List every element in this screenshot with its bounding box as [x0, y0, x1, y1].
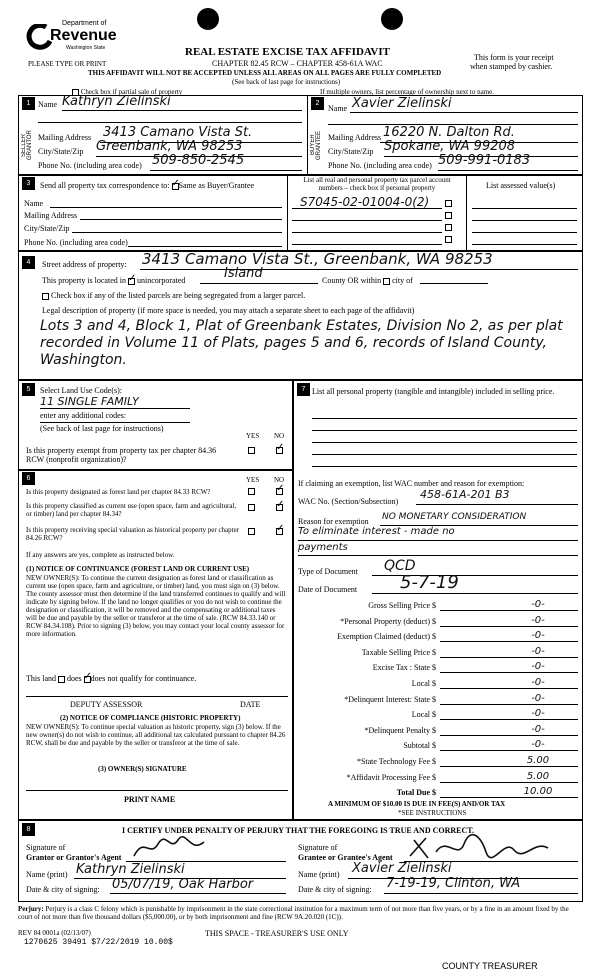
parcel-personal-checkbox-3[interactable] [445, 224, 452, 231]
county-treasurer: COUNTY TREASURER [442, 961, 538, 971]
located-line: This property is located in ✓ unincorporated [42, 276, 185, 285]
buyer-city[interactable]: Spokane, WA 99208 [384, 139, 516, 154]
q-forest: Is this property designated as forest land per chapter 84.33 RCW? [26, 488, 211, 496]
fee-value[interactable]: -0- [531, 599, 545, 610]
buyer-mailing[interactable]: 16220 N. Dalton Rd. [383, 125, 515, 140]
punch-hole-right [381, 8, 403, 30]
seller-phone[interactable]: 509-850-2545 [152, 153, 245, 168]
assessor-date: DATE [240, 700, 261, 709]
deputy-assessor: DEPUTY ASSESSOR [70, 700, 143, 709]
grantee-sig-label2: Grantee or Grantee's Agent [298, 853, 393, 862]
doc-type-label: Type of Document [298, 567, 358, 576]
section-3-num: 3 [22, 177, 35, 190]
seller-name-label: Name [38, 100, 58, 109]
reason-line2[interactable]: To eliminate interest - made no [298, 526, 455, 537]
please-type: PLEASE TYPE OR PRINT [28, 60, 107, 68]
reason-value[interactable]: NO MONETARY CONSIDERATION [382, 512, 527, 522]
parcel-header: List all real and personal property tax parcel account numbers – check box if personal property [303, 176, 451, 192]
grantor-sig-label2: Grantor or Grantor's Agent [26, 853, 122, 862]
does-checkbox[interactable] [58, 676, 65, 683]
fee-label: *Delinquent Interest: State $ [344, 694, 436, 704]
wac-label: WAC No. (Section/Subsection) [298, 497, 399, 506]
current-use-yes-checkbox[interactable] [248, 504, 255, 511]
forest-yes-checkbox[interactable] [248, 488, 255, 495]
segregated-checkbox[interactable] [42, 293, 49, 300]
treasurer-space: THIS SPACE - TREASURER'S USE ONLY [205, 929, 349, 938]
receipt-line2: when stamped by cashier. [470, 62, 553, 71]
revenue-logo [26, 20, 116, 60]
unincorporated-checkbox[interactable] [128, 278, 135, 285]
grantor-signature[interactable] [130, 832, 210, 862]
fee-label: *Delinquent Penalty $ [364, 725, 436, 735]
grantor-print[interactable]: Kathryn Zielinski [76, 862, 185, 877]
buyer-mailing-label: Mailing Address [328, 133, 382, 142]
legal-label: Legal description of property (if more space is needed, you may attach a separate sheet to each page of the affidavit) [42, 306, 415, 315]
fee-line [440, 610, 578, 611]
forest-no-checkbox[interactable] [276, 488, 283, 495]
seller-phone-label: Phone No. (including area code) [38, 161, 142, 170]
current-use-no-checkbox[interactable] [276, 504, 283, 511]
section-4-num: 4 [22, 256, 35, 269]
grantee-print-label: Name (print) [298, 870, 340, 879]
fee-label: *Personal Property (deduct) $ [340, 616, 436, 626]
fee-value[interactable]: -0- [531, 614, 545, 626]
s6-no: NO [274, 476, 285, 484]
grantee-date-label: Date & city of signing: [298, 885, 372, 894]
owner-signature-label: (3) OWNER(S) SIGNATURE [98, 765, 187, 773]
fee-value[interactable]: 5.00 [526, 770, 550, 782]
dept-line1: Department of [62, 20, 107, 27]
parcel-personal-checkbox-1[interactable] [445, 200, 452, 207]
section-5-num: 5 [22, 383, 35, 396]
fee-line [440, 797, 578, 798]
parcel-personal-checkbox-4[interactable] [445, 236, 452, 243]
fee-line [440, 719, 578, 720]
buyer-phone[interactable]: 509-991-0183 [438, 153, 531, 168]
fee-value[interactable]: -0- [531, 645, 545, 657]
s5-no: NO [274, 432, 285, 440]
same-as-buyer-checkbox[interactable] [172, 183, 179, 190]
grantee-sig-label1: Signature of [298, 843, 338, 852]
notice1-body: NEW OWNER(S): To continue the current designation as forest land or classification as current use (open space, farm and agriculture, or timber) land, you must sign on (3) below. The county assessor must then determine if the land transferred continues to qualify and will indicate by signing below. If the land no longer qualifies or you do not wish to continue the designation or classification, it will be removed and the compensating or additional taxes will be due and payable by the seller or transferor at the time of sale. (RCW 84.33.140 or RCW 84.34.108). Prior to signing (3) below, you may contact your local county assessor for more information. [26, 574, 286, 638]
q-current-use: Is this property classified as current use (open space, farm and agricultural, or timber) land per chapter 84.34? [26, 502, 237, 518]
grantee-signature[interactable] [406, 830, 556, 864]
seller-label: SELLER GRANTOR [21, 130, 33, 160]
form-chapter: CHAPTER 82.45 RCW – CHAPTER 458-61A WAC [212, 59, 383, 68]
fee-line [440, 735, 578, 736]
see-back: (See back of last page for instructions) [232, 78, 341, 86]
wa-dor-emblem-icon [26, 24, 52, 50]
print-name-label: PRINT NAME [124, 795, 176, 804]
fee-line [440, 626, 578, 627]
fee-value[interactable]: -0- [531, 677, 545, 688]
street-address[interactable]: 3413 Camano Vista St., Greenbank, WA 98253 [142, 250, 493, 268]
seller-mailing-label: Mailing Address [38, 133, 92, 142]
reason-label: Reason for exemption [298, 517, 369, 526]
section-8-num: 8 [22, 823, 35, 836]
form-warning: THIS AFFIDAVIT WILL NOT BE ACCEPTED UNLESS ALL AREAS ON ALL PAGES ARE FULLY COMPLETED [88, 69, 442, 77]
fee-label: Total Due $ [396, 788, 436, 798]
fee-line [440, 750, 578, 751]
certify-statement: I CERTIFY UNDER PENALTY OF PERJURY THAT THE FOREGOING IS TRUE AND CORRECT. [122, 826, 475, 835]
does-not-checkbox[interactable] [84, 676, 91, 683]
county-name[interactable]: Island [224, 266, 263, 281]
fee-label: Exemption Claimed (deduct) $ [337, 632, 436, 642]
see-instructions: *SEE INSTRUCTIONS [398, 809, 467, 817]
this-land-line: This land does ✓ does not qualify for continuance. [26, 674, 196, 683]
grantor-date-label: Date & city of signing: [26, 885, 100, 894]
fee-label: Excise Tax : State $ [372, 663, 436, 673]
s3-phone-label: Phone No. (including area code) [24, 238, 128, 247]
exempt-yes-checkbox[interactable] [248, 447, 255, 454]
partial-sale[interactable]: Check box if partial sale of property [72, 88, 182, 96]
fee-line [440, 782, 578, 783]
land-use-value[interactable]: 11 SINGLE FAMILY [40, 395, 139, 408]
reason-line3[interactable]: payments [298, 542, 348, 553]
s6-yes: YES [246, 476, 260, 484]
if-yes: If any answers are yes, complete as instructed below. [26, 551, 175, 559]
fee-label: Local $ [411, 679, 436, 688]
minimum-due: A MINIMUM OF $10.00 IS DUE IN FEE(S) AND/OR TAX [328, 800, 506, 808]
fee-label: Subtotal $ [403, 741, 436, 751]
grantor-sig-label1: Signature of [26, 843, 66, 852]
notice2-title: (2) NOTICE OF COMPLIANCE (HISTORIC PROPERTY) [60, 714, 241, 722]
legal-description[interactable]: Lots 3 and 4, Block 1, Plat of Greenbank Estates, Division No 2, as per plat recorded in Volume 11 of Plats, pages 5 and 6, records of Island County, Washington. [40, 318, 563, 368]
form-title: REAL ESTATE EXCISE TAX AFFIDAVIT [185, 46, 390, 58]
q-historic: Is this property receiving special valuation as historical property per chapter 84.26 RCW? [26, 526, 240, 542]
seller-name[interactable]: Kathryn Zielinski [62, 94, 171, 109]
punch-hole-left [197, 8, 219, 30]
buyer-name[interactable]: Xavier Zielinski [352, 96, 452, 111]
fee-label: Local $ [411, 710, 436, 720]
cashier-stamp: 1270625 39491 $7/22/2019 10.00$ [24, 938, 173, 947]
receipt-line1: This form is your receipt [474, 53, 554, 62]
fee-label: Taxable Selling Price $ [361, 647, 436, 657]
fee-value[interactable]: 10.00 [523, 786, 553, 798]
fee-line [440, 704, 578, 705]
notice1-title: (1) NOTICE OF CONTINUANCE (FOREST LAND OR CURRENT USE) [26, 565, 250, 573]
fee-line [440, 672, 578, 673]
fee-value[interactable]: -0- [531, 723, 545, 735]
fee-line [440, 657, 578, 658]
personal-property-label: List all personal property (tangible and intangible) included in selling price. [312, 387, 555, 396]
dept-line3: Washington State [66, 45, 106, 51]
fee-value[interactable]: -0- [531, 692, 545, 704]
additional-codes: enter any additional codes: [40, 411, 126, 420]
doc-date-label: Date of Document [298, 585, 358, 594]
s5-yes: YES [246, 432, 260, 440]
s3-name-label: Name [24, 199, 44, 208]
city-checkbox[interactable] [383, 278, 390, 285]
street-label: Street address of property: [42, 260, 127, 269]
historic-no-checkbox[interactable] [276, 528, 283, 535]
county-or-within: County OR within city of [322, 276, 413, 285]
fee-line [440, 688, 578, 689]
grantor-date[interactable]: 05/07/19, Oak Harbor [112, 877, 254, 892]
segregated-line: Check box if any of the listed parcels are being segregated from a larger parcel. [42, 291, 305, 300]
s5-see-back: (See back of last page for instructions) [40, 424, 164, 433]
multiple-owners-note: If multiple owners, list percentage of ownership next to name. [320, 88, 494, 96]
fee-value[interactable]: -0- [531, 739, 545, 751]
exempt-question: Is this property exempt from property tax per chapter 84.36 RCW (nonprofit organization)? [26, 446, 217, 464]
fee-value[interactable]: 5.00 [526, 755, 550, 766]
grantee-date[interactable]: 7-19-19, Clinton, WA [386, 876, 521, 891]
fee-label: Gross Selling Price $ [368, 601, 436, 610]
section-1-num: 1 [22, 97, 35, 110]
fee-line [440, 766, 578, 767]
section-6-num: 6 [22, 472, 35, 485]
fee-value[interactable]: -0- [531, 661, 545, 673]
fee-value[interactable]: -0- [531, 630, 545, 642]
buyer-label: BUYER GRANTEE [310, 130, 322, 160]
seller-mailing[interactable]: 3413 Camano Vista St. [103, 125, 253, 140]
send-correspondence: Send all property tax correspondence to: ✓ Same as Buyer/Grantee [40, 181, 254, 190]
section-2-num: 2 [311, 97, 324, 110]
s3-mailing-label: Mailing Address [24, 211, 78, 220]
buyer-phone-label: Phone No. (including area code) [328, 161, 432, 170]
s3-city-label: City/State/Zip [24, 224, 70, 233]
section-7-num: 7 [297, 383, 310, 396]
seller-city[interactable]: Greenbank, WA 98253 [96, 139, 243, 154]
parcel-personal-checkbox-2[interactable] [445, 212, 452, 219]
fee-line [440, 641, 578, 642]
exempt-no-checkbox[interactable] [276, 447, 283, 454]
fee-value[interactable]: -0- [531, 708, 545, 720]
doc-date[interactable]: 5-7-19 [400, 572, 459, 593]
fee-label: *Affidavit Processing Fee $ [346, 772, 436, 782]
exemption-label: If claiming an exemption, list WAC number and reason for exemption: [298, 479, 525, 488]
seller-city-label: City/State/Zip [38, 147, 84, 156]
fee-label: *State Technology Fee $ [356, 757, 436, 766]
historic-yes-checkbox[interactable] [248, 528, 255, 535]
assessed-header: List assessed value(s) [486, 181, 556, 190]
wac-value[interactable]: 458-61A-201 B3 [420, 488, 510, 501]
parcel-number[interactable]: S7045-02-01004-0(2) [300, 195, 430, 209]
buyer-name-label: Name [328, 104, 348, 113]
rev-number: REV 84 0001a (02/13/07) [18, 929, 91, 937]
grantor-print-label: Name (print) [26, 870, 68, 879]
notice2-body: NEW OWNER(S): To continue special valuation as historic property, sign (3) below. If the new owner(s) do not wish to continue, all additional tax calculated pursuant to chapter 84.26 RCW, shall be due and payable by the seller or transferor at the time of sale. [26, 723, 286, 747]
doc-type[interactable]: QCD [384, 558, 416, 574]
perjury-notice: Perjury: Perjury is a class C felony which is punishable by imprisonment in the state correctional institution for a maximum term of not more than five years, or by a fine in an amount fixed by the court of not more than five thousand dollars ($5,000.00), or by both imprisonment and fine (RCW 9A.20.020 (1C)). [18, 905, 569, 921]
dept-line2: Revenue [50, 27, 117, 44]
grantee-print[interactable]: Xavier Zielinski [352, 861, 452, 876]
buyer-city-label: City/State/Zip [328, 147, 374, 156]
land-use-label: Select Land Use Code(s): [40, 386, 122, 395]
